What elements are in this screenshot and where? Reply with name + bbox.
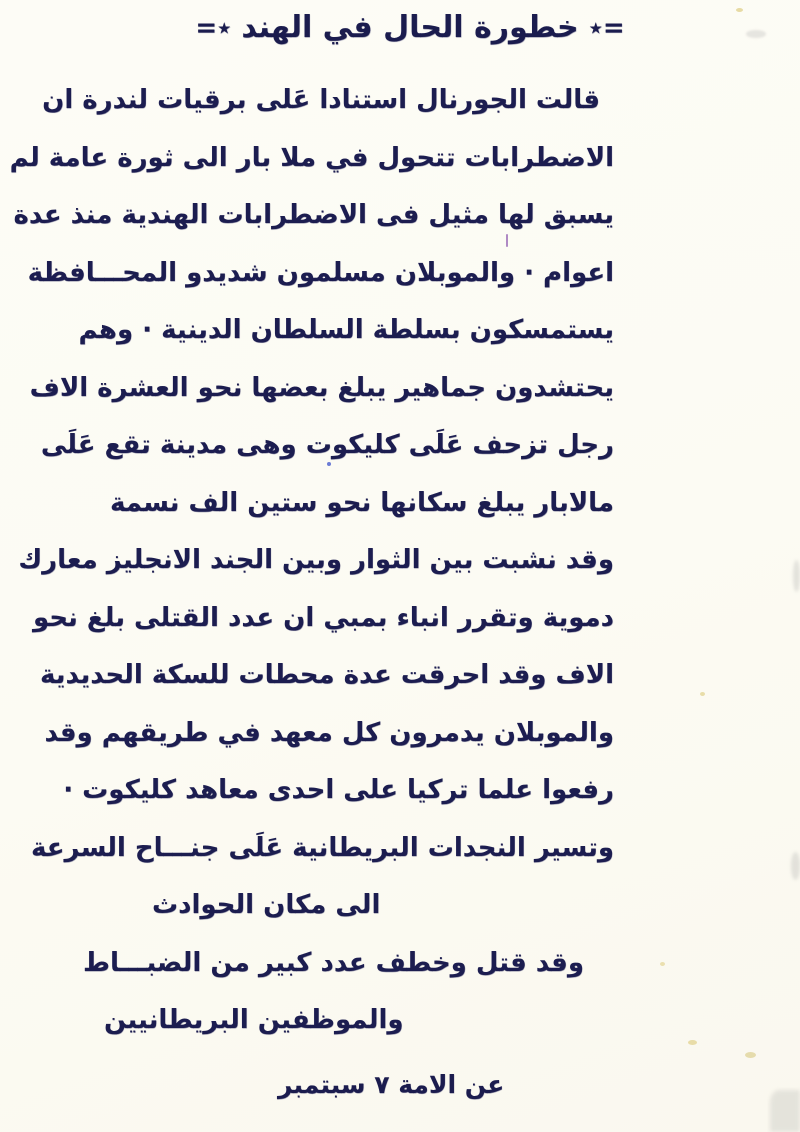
- title-ornament-left: =٭: [195, 12, 232, 43]
- title-ornament-right: ٭=: [588, 12, 625, 43]
- text-line: دموية وتقرر انباء بمبي ان عدد القتلى بلغ نحو: [32, 602, 614, 633]
- text-line: وتسير النجدات البريطانية عَلَى جنـــاح السرعة: [31, 832, 614, 863]
- text-line: اعوام · والموبلان مسلمون شديدو المحـــافظة: [27, 257, 614, 288]
- scan-corner-shadow: [770, 1090, 800, 1132]
- source-attribution: عن الامة ٧ سبتمبر: [278, 1070, 505, 1099]
- ink-speckle: [736, 8, 743, 12]
- ink-speckle: [660, 962, 665, 966]
- text-line: والموظفين البريطانيين: [104, 1005, 404, 1035]
- scan-smudge: [746, 30, 766, 38]
- text-line: والموبلان يدمرون كل معهد في طريقهم وقد: [44, 717, 614, 748]
- article-body: [9, 72, 614, 1050]
- scan-edge-smudge: [793, 560, 800, 592]
- text-line: وقد نشبت بين الثوار وبين الجند الانجليز معارك: [18, 545, 614, 575]
- text-line: رجل تزحف عَلَى كليكوت وهى مدينة تقع عَلَى: [40, 430, 614, 460]
- text-line: يحتشدون جماهير يبلغ بعضها نحو العشرة الاف: [29, 372, 614, 403]
- text-line: يسبق لها مثيل فى الاضطرابات الهندية منذ عدة: [13, 200, 614, 230]
- text-line: الى مكان الحوادث: [152, 890, 381, 920]
- ink-speckle: [700, 692, 705, 696]
- text-line: قالت الجورنال استنادا عَلى برقيات لندرة ان: [42, 85, 600, 115]
- text-line: رفعوا علما تركيا على احدى معاهد كليكوت ·: [63, 775, 614, 805]
- text-line: الاضطرابات تتحول في ملا بار الى ثورة عامة لم: [9, 142, 614, 173]
- text-line: وقد قتل وخطف عدد كبير من الضبـــاط: [82, 947, 584, 978]
- article-title-line: [150, 10, 670, 45]
- text-line: مالابار يبلغ سكانها نحو ستين الف نسمة: [110, 487, 614, 518]
- page-title: خطورة الحال في الهند: [241, 10, 579, 45]
- text-line: يستمسكون بسلطة السلطان الدينية · وهم: [78, 315, 614, 345]
- ink-speckle: [688, 1040, 697, 1045]
- text-line: الاف وقد احرقت عدة محطات للسكة الحديدية: [39, 660, 614, 690]
- scan-edge-smudge: [791, 852, 800, 880]
- ink-speckle: [745, 1052, 756, 1058]
